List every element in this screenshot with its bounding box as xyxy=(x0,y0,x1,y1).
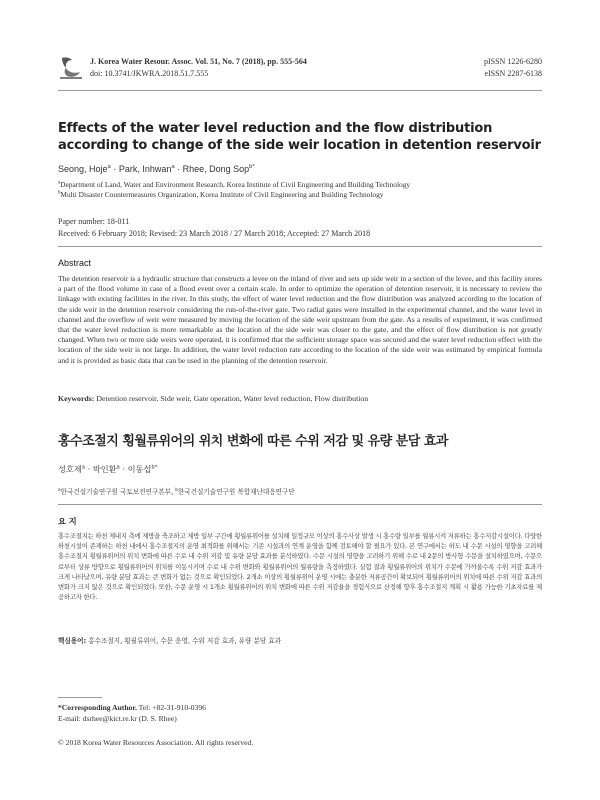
meta-divider xyxy=(58,246,542,247)
affiliation-a: $^a$Department of Land, Water and Environment Research, Korea Institute of Civil Engineering and Building Technology xyxy=(58,180,411,189)
korean-affiliations: $^a$한국건설기술연구원 국토보전연구본부, $^b$한국건설기술연구원 복합재난대응연구단 xyxy=(58,487,295,496)
separator: · xyxy=(119,464,128,474)
footnote-divider xyxy=(58,697,102,698)
korean-title: 홍수조절지 횡월류위어의 위치 변화에 따른 수위 저감 및 유량 분담 효과 xyxy=(58,434,448,449)
paper-meta xyxy=(58,216,370,240)
author-name: 성호제 xyxy=(58,464,82,474)
paper-number: Paper number: 18-011 xyxy=(58,217,130,226)
doi[interactable]: doi: 10.3741/JKWRA.2018.51.7.555 xyxy=(90,69,209,78)
separator: · xyxy=(174,164,183,174)
korean-keywords xyxy=(58,635,542,645)
affiliation-marker: a xyxy=(116,464,120,471)
header-divider xyxy=(58,90,542,91)
author-name: Seong, Hoje xyxy=(58,164,108,174)
affiliation-marker: b* xyxy=(151,464,158,471)
korean-divider xyxy=(58,504,542,505)
abstract-text: The detention reservoir is a hydraulic structure that constructs a levee on the inland of river and sets up side weir in a section of the levee, and this facility stores a part of the flood volume in case of a flood event over a certain scale. In order to optimize the operation of detention reservoir, it is necessary to review the linkage with existing facilities in the river. In this study, the effect of water level reduction and the flow distribution was analyzed according to the location of the side weir in the detention reservoir considering the run-of-the-river gate. Two radial gates were installed in the experimental channel, and the water level in channel and the overflow of weir were measured by moving the location of the side weir upstream from the gate. As a results of experiment, it was confirmed that the water level reduction is more remarkable as the location of the side weir was closer to the gate, and the effect of flow distribution is not greatly changed. When two or more side weirs were operated, it is confirmed that the sufficient storage space was secured and the water level reduction effect with the location of the side weir is not large. In addition, the water level reduction rate according to the location of the side weir was estimated by empirical formula and it is provided as basic data that can be used in the planning of the detention reservoir. xyxy=(58,274,542,365)
affiliation-marker: a xyxy=(171,164,175,170)
paper-title: Effects of the water level reduction and the flow distribution according to change of the side weir location in detention reservoir xyxy=(58,121,541,153)
korean-abstract-heading: 요 지 xyxy=(58,516,77,526)
separator: · xyxy=(110,164,119,174)
author-name: 박인환 xyxy=(92,464,117,474)
affiliation-b: $^b$Multi Disaster Countermeasures Organization, Korea Institute of Civil Engineering and Building Technology xyxy=(58,190,384,199)
abstract-heading: Abstract xyxy=(58,258,92,268)
corresponding-tel: Tel: +82-31-910-0396 xyxy=(136,703,206,712)
korean-keywords-label: 핵심용어: xyxy=(58,637,87,645)
affiliation-marker: b* xyxy=(249,164,255,170)
copyright: © 2018 Korea Water Resources Association. All rights reserved. xyxy=(58,738,254,747)
corresponding-author-label: *Corresponding Author. xyxy=(58,703,137,712)
correspondence xyxy=(58,703,206,724)
affiliation-marker: a xyxy=(107,164,111,170)
pissn: pISSN 1226-6280 xyxy=(483,57,542,66)
affiliations xyxy=(58,180,542,200)
eissn: eISSN 2287-6138 xyxy=(484,69,542,78)
affiliation-marker: a xyxy=(81,464,85,471)
corresponding-email[interactable]: E-mail: dsrhee@kict.re.kr (D. S. Rhee) xyxy=(58,713,177,723)
journal-logo-icon xyxy=(58,54,84,82)
issn-block xyxy=(484,56,542,80)
journal-header xyxy=(90,56,307,80)
korean-abstract-text: 홍수조절지는 하천 제내지 측에 제방을 축조하고 제방 일부 구간에 횡월류위어를 설치해 일정규모 이상의 홍수사상 발생 시 홍수량 일부를 월류시켜 저류하는 홍수저감시설이다. 다양한 하천시설이 존재하는 하천 내에서 홍수조절지의 운영 최적화를 위해서는 기존 시설과의 연계 운영을 함께 검토해야 할 필요가 있다. 본 연구에서는 하도 내 수문 시설의 영향을 고려해 홍수조절지 횡월류위어의 위치 변화에 따른 수로 내 수위 저감 및 유량 분담 효과를 분석하였다. 수문 시설의 영향을 고려하기 위해 수로 내 2문의 방사형 수문을 설치하였으며, 수문으로부터 상류 방향으로 횡월류위어의 위치를 이동시키며 수로 내 수위 변화와 횡월류위어의 월류량을 측정하였다. 실험 결과 횡월류위어의 위치가 수문에 가까울수록 수위 저감 효과가 크게 나타났으며, 유량 분담 효과는 큰 변화가 없는 것으로 확인되었다. 2개소 이상의 횡월류위어 운영 시에는 충분한 저류공간이 확보되어 횡월류위어의 위치에 따른 수위 저감 효과의 변화가 크지 않은 것으로 확인되었다. 또한, 수문 운영 시 1개소 횡월류위어의 위치 변화에 따른 수위 저감율을 경험식으로 산정해 향후 홍수조절지 계획 시 활용 가능한 기초자료를 제공하고자 한다. xyxy=(58,532,542,602)
paper-dates: Received: 6 February 2018; Revised: 23 March 2018 / 27 March 2018; Accepted: 27 March 2018 xyxy=(58,229,371,238)
keywords-label: Keywords: xyxy=(58,394,95,403)
author-list xyxy=(58,164,255,174)
author-name: Park, Inhwan xyxy=(118,164,172,174)
korean-keywords-list: 홍수조절지, 횡월류위어, 수문 운영, 수위 저감 효과, 유량 분담 효과 xyxy=(86,637,282,645)
keywords-list: Detention reservoir, Side weir, Gate operation, Water level reduction, Flow distribution xyxy=(94,394,369,403)
korean-author-list xyxy=(58,464,157,475)
journal-citation: J. Korea Water Resour. Assoc. Vol. 51, No. 7 (2018), pp. 555-564 xyxy=(90,57,307,66)
author-name: Rhee, Dong Sop xyxy=(182,164,250,174)
author-name: 이동섭 xyxy=(127,464,152,474)
keywords xyxy=(58,394,542,403)
separator: · xyxy=(85,464,93,474)
